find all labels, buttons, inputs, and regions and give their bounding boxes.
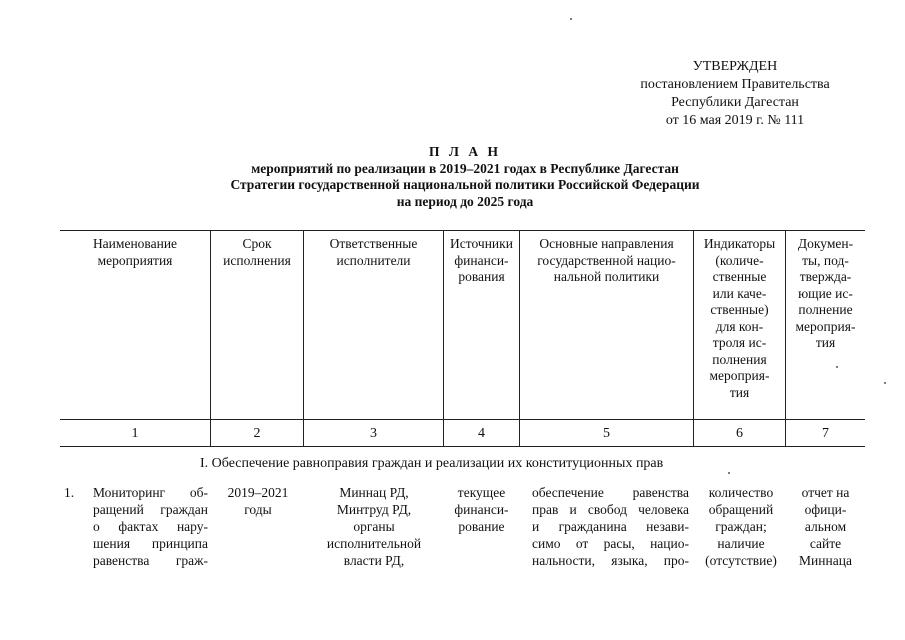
document-title <box>150 144 780 210</box>
column-number-1: 1 <box>131 426 139 441</box>
scan-speck <box>570 18 572 20</box>
scan-speck <box>884 382 886 384</box>
section-heading: I. Обеспечение равноправия граждан и реализации их конституционных прав <box>200 456 664 471</box>
column-number-7: 7 <box>822 426 829 441</box>
plan-heading: П Л А Н <box>429 144 501 159</box>
header-directions: Основные направления государственной нацио- нальной политики <box>537 236 676 284</box>
row-executors: Миннац РД, Минтруд РД, органы исполнительной власти РД, <box>326 485 422 568</box>
column-number-3: 3 <box>370 426 377 441</box>
row-name: Мониторинг об- ращений граждан о фактах нару- шения принципа равенства граж- <box>93 485 208 568</box>
header-executors: Ответственные исполнители <box>329 236 418 268</box>
title-line-3: на период до 2025 года <box>396 193 534 209</box>
header-bottom-border <box>60 419 865 420</box>
column-number-6: 6 <box>736 426 743 441</box>
table-top-border <box>60 230 865 231</box>
row-term: 2019–2021 годы <box>227 485 289 517</box>
header-indicators: Индикаторы (количе- ственные или каче- ственные) для кон- троля ис- полнения мероприя- тия <box>703 236 776 400</box>
row-indicators: количество обращений граждан; наличие (отсутствие) <box>705 485 777 568</box>
approved-label: УТВЕРЖДЕН <box>692 59 778 74</box>
row-number: 1. <box>64 485 75 500</box>
column-number-4: 4 <box>478 426 485 441</box>
approved-date: от 16 мая 2019 г. № 111 <box>665 113 805 128</box>
row-directions: обеспечение равенства прав и свобод человека и гражданина незави- симо от расы, нацио- нальности, языка, про- <box>532 485 689 568</box>
column-number-5: 5 <box>603 426 610 441</box>
row-documents: отчет на офици- альном сайте Миннаца <box>799 485 852 568</box>
column-number-2: 2 <box>253 426 261 441</box>
numbers-bottom-border <box>60 446 865 447</box>
header-documents: Докумен- ты, под- тверждa- ющие ис- полнение мероприя- тия <box>795 236 856 350</box>
header-name: Наименование мероприятия <box>92 236 178 268</box>
title-line-1: мероприятий по реализации в 2019–2021 годах в Республике Дагестан <box>251 160 679 176</box>
scan-speck <box>728 472 730 474</box>
scan-speck <box>836 366 838 368</box>
row-funding: текущее финанси- рование <box>454 485 509 534</box>
header-funding: Источники финанси- рования <box>450 236 513 284</box>
header-term: Срок исполнения <box>223 236 291 268</box>
title-line-2: Стратегии государственной национальной политики Российской Федерации <box>230 177 700 192</box>
approved-region: Республики Дагестан <box>671 95 799 110</box>
approval-stamp <box>600 58 870 130</box>
approved-by: постановлением Правительства <box>640 77 830 92</box>
